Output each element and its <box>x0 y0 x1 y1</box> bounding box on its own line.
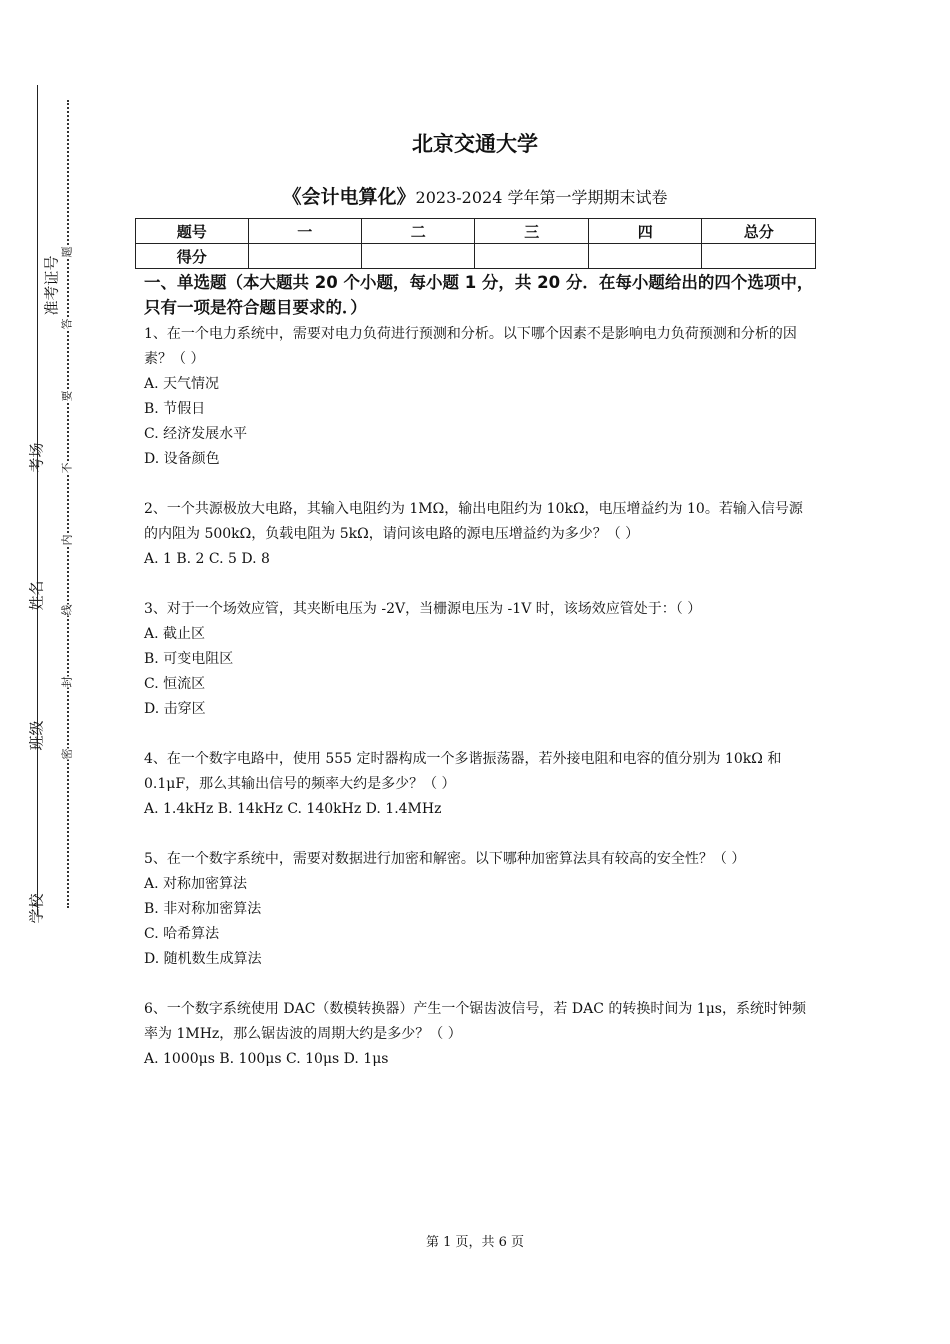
margin-field-school: 学校 <box>27 893 46 924</box>
page-footer: 第 1 页，共 6 页 <box>425 1235 525 1250</box>
question-option: A. 1.4kHz B. 14kHz C. 140kHz D. 1.4MHz <box>144 801 442 817</box>
margin-field-exam-room: 考场 <box>27 442 46 473</box>
score-input-cell[interactable] <box>475 244 588 269</box>
score-table-header-row <box>136 219 816 244</box>
exam-subtitle <box>0 182 950 209</box>
seal-char: 答 <box>60 318 74 330</box>
question-option: A. 天气情况 <box>144 376 220 392</box>
question-option: B. 可变电阻区 <box>144 651 234 667</box>
seal-char: 封 <box>60 676 74 688</box>
score-input-cell[interactable] <box>702 244 816 269</box>
question-6 <box>144 997 816 1072</box>
seal-char: 不 <box>60 462 74 474</box>
score-input-cell[interactable] <box>588 244 701 269</box>
question-stem: 6、一个数字系统使用 DAC（数模转换器）产生一个锯齿波信号，若 DAC 的转换时间为 1μs，系统时钟频率为 1MHz，那么锯齿波的周期大约是多少？（ ） <box>144 1001 806 1042</box>
question-option: B. 节假日 <box>144 401 206 417</box>
question-stem: 2、一个共源极放大电路，其输入电阻约为 1MΩ，输出电阻约为 10kΩ，电压增益约为 10。若输入信号源的内阻为 500kΩ，负载电阻为 5kΩ，请问该电路的源电压增益约为多少？（ ） <box>144 501 803 542</box>
course-name: 《会计电算化》 <box>282 186 416 208</box>
section-title: 一、单选题（本大题共 20 个小题，每小题 1 分，共 20 分．在每小题给出的四个选项中，只有一项是符合题目要求的．） <box>144 273 814 317</box>
question-stem: 1、在一个电力系统中，需要对电力负荷进行预测和分析。以下哪个因素不是影响电力负荷预测和分析的因素？（ ） <box>144 326 797 367</box>
question-stem: 5、在一个数字系统中，需要对数据进行加密和解密。以下哪种加密算法具有较高的安全性？（ ） <box>144 851 746 867</box>
score-header-cell: 一 <box>248 219 361 244</box>
exam-content <box>144 270 816 1072</box>
question-option: D. 击穿区 <box>144 701 206 717</box>
score-header-cell: 总分 <box>702 219 816 244</box>
question-option: A. 截止区 <box>144 626 206 642</box>
seal-char: 线 <box>60 604 74 616</box>
binding-solid-line <box>37 85 38 915</box>
question-option: A. 1 B. 2 C. 5 D. 8 <box>144 551 270 567</box>
seal-char: 内 <box>60 534 74 546</box>
question-stem: 4、在一个数字电路中，使用 555 定时器构成一个多谐振荡器，若外接电阻和电容的值分别为 10kΩ 和 0.1μF，那么其输出信号的频率大约是多少？（ ） <box>144 751 782 792</box>
score-input-cell[interactable] <box>361 244 474 269</box>
question-option: B. 非对称加密算法 <box>144 901 262 917</box>
score-header-cell: 题号 <box>136 219 249 244</box>
score-table-score-row <box>136 244 816 269</box>
question-option: C. 恒流区 <box>144 676 206 692</box>
question-option: A. 1000μs B. 100μs C. 10μs D. 1μs <box>144 1051 389 1067</box>
score-header-cell: 三 <box>475 219 588 244</box>
question-option: D. 随机数生成算法 <box>144 951 262 967</box>
score-header-cell: 四 <box>588 219 701 244</box>
seal-char: 要 <box>60 390 74 402</box>
question-option: C. 经济发展水平 <box>144 426 248 442</box>
seal-char: 密 <box>60 748 74 760</box>
question-3 <box>144 597 816 722</box>
question-option: D. 设备颜色 <box>144 451 220 467</box>
score-input-cell[interactable] <box>248 244 361 269</box>
score-header-cell: 二 <box>361 219 474 244</box>
question-2 <box>144 497 816 572</box>
question-5 <box>144 847 816 972</box>
question-option: A. 对称加密算法 <box>144 876 248 892</box>
margin-field-exam-id: 准考证号 <box>42 255 61 316</box>
question-option: C. 哈希算法 <box>144 926 220 942</box>
margin-field-name: 姓名 <box>27 580 46 611</box>
question-stem: 3、对于一个场效应管，其夹断电压为 -2V，当栅源电压为 -1V 时，该场效应管处于：（ ） <box>144 601 702 617</box>
university-title: 北京交通大学 <box>412 132 538 156</box>
seal-char: 题 <box>60 246 74 258</box>
binding-dotted-line <box>67 100 69 908</box>
score-table <box>135 218 816 269</box>
question-1 <box>144 322 816 472</box>
score-row-label: 得分 <box>136 244 249 269</box>
term-text: 2023-2024 学年第一学期期末试卷 <box>415 188 668 207</box>
margin-field-class: 班级 <box>27 720 46 751</box>
question-4 <box>144 747 816 822</box>
